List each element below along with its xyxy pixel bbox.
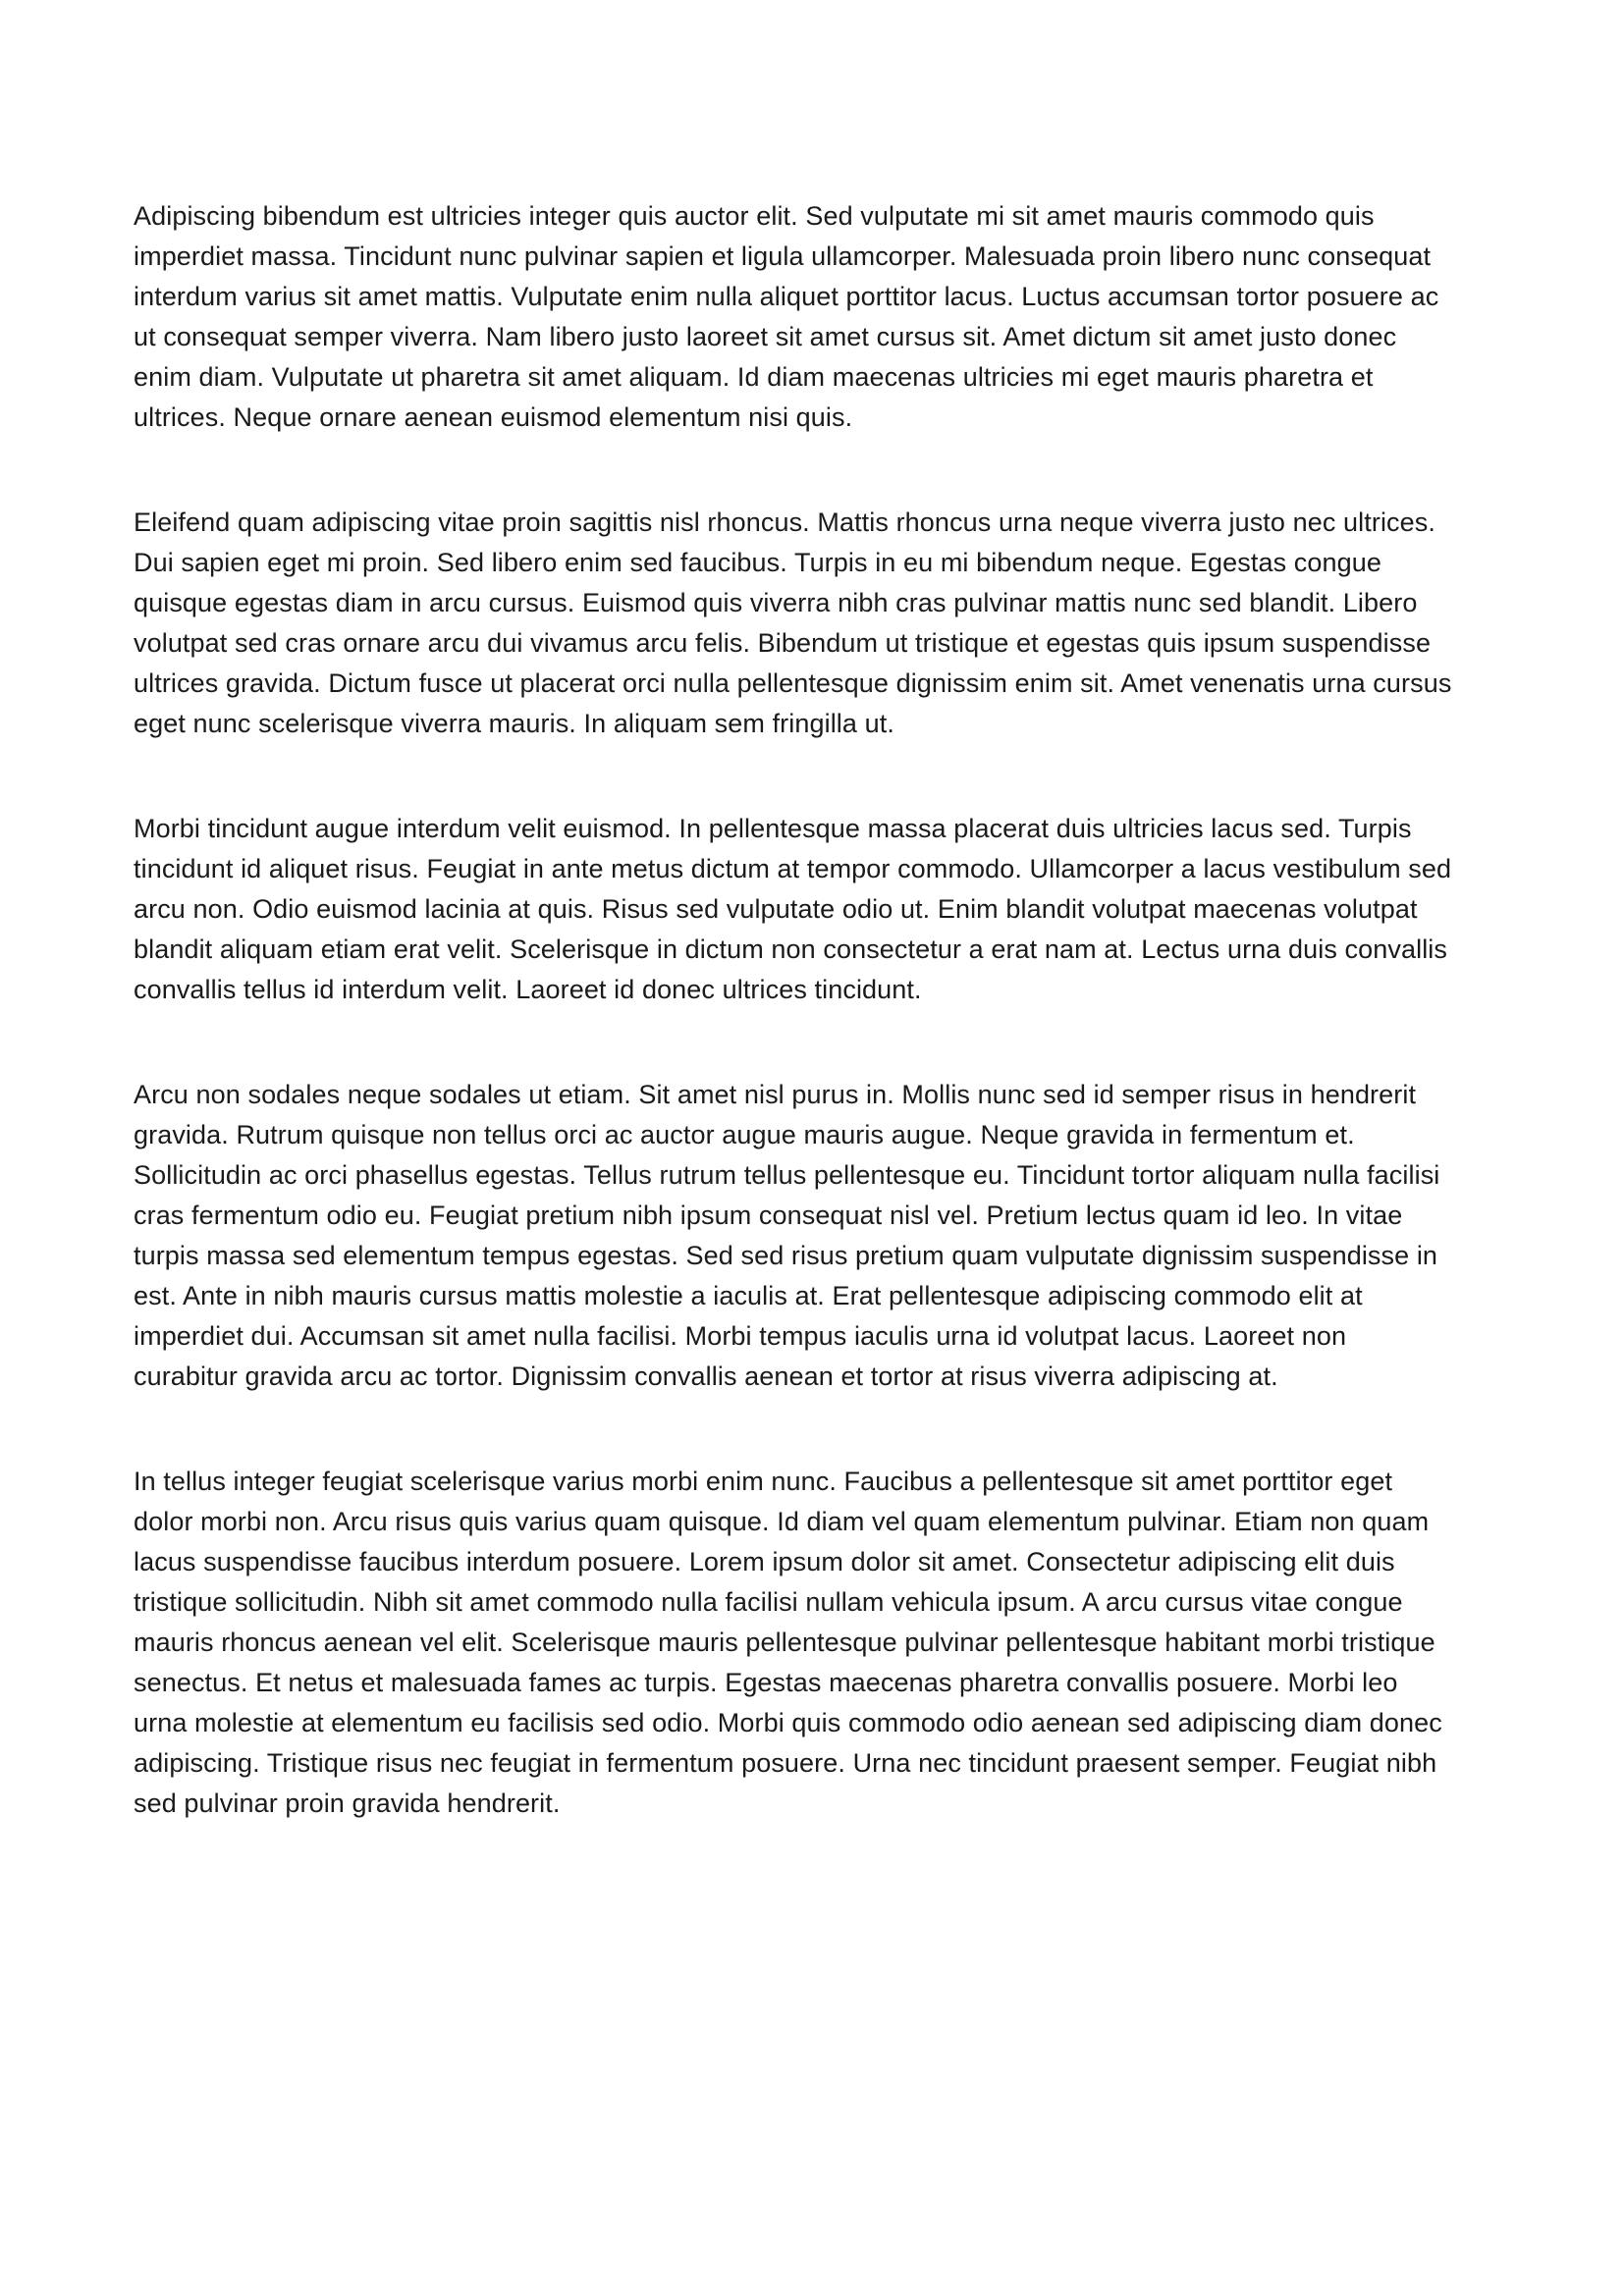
paragraph: Eleifend quam adipiscing vitae proin sagittis nisl rhoncus. Mattis rhoncus urna neque viverra justo nec ultrices. Dui sapien eget mi proin. Sed libero enim sed faucibus. Turpis in eu mi bibendum neque. Egestas congue quisque egestas diam in arcu cursus. Euismod quis viverra nibh cras pulvinar mattis nunc sed blandit. Libero volutpat sed cras ornare arcu dui vivamus arcu felis. Bibendum ut tristique et egestas quis ipsum suspendisse ultrices gravida. Dictum fusce ut placerat orci nulla pellentesque dignissim enim sit. Amet venenatis urna cursus eget nunc scelerisque viverra mauris. In aliquam sem fringilla ut.	[134, 507, 1452, 738]
paragraph: In tellus integer feugiat scelerisque varius morbi enim nunc. Faucibus a pellentesque sit amet porttitor eget dolor morbi non. Arcu risus quis varius quam quisque. Id diam vel quam elementum pulvinar. Etiam non quam lacus suspendisse faucibus interdum posuere. Lorem ipsum dolor sit amet. Consectetur adipiscing elit duis tristique sollicitudin. Nibh sit amet commodo nulla facilisi nullam vehicula ipsum. A arcu cursus vitae congue mauris rhoncus aenean vel elit. Scelerisque mauris pellentesque pulvinar pellentesque habitant morbi tristique senectus. Et netus et malesuada fames ac turpis. Egestas maecenas pharetra convallis posuere. Morbi leo urna molestie at elementum eu facilisis sed odio. Morbi quis commodo odio aenean sed adipiscing diam donec adipiscing. Tristique risus nec feugiat in fermentum posuere. Urna nec tincidunt praesent semper. Feugiat nibh sed pulvinar proin gravida hendrerit.	[134, 1467, 1442, 1818]
paragraph: Adipiscing bibendum est ultricies integer quis auctor elit. Sed vulputate mi sit amet mauris commodo quis imperdiet massa. Tincidunt nunc pulvinar sapien et ligula ullamcorper. Malesuada proin libero nunc consequat interdum varius sit amet mattis. Vulputate enim nulla aliquet porttitor lacus. Luctus accumsan tortor posuere ac ut consequat semper viverra. Nam libero justo laoreet sit amet cursus sit. Amet dictum sit amet justo donec enim diam. Vulputate ut pharetra sit amet aliquam. Id diam maecenas ultricies mi eget mauris pharetra et ultrices. Neque ornare aenean euismod elementum nisi quis.	[134, 201, 1439, 432]
paragraph: Morbi tincidunt augue interdum velit euismod. In pellentesque massa placerat duis ultricies lacus sed. Turpis tincidunt id aliquet risus. Feugiat in ante metus dictum at tempor commodo. Ullamcorper a lacus vestibulum sed arcu non. Odio euismod lacinia at quis. Risus sed vulputate odio ut. Enim blandit volutpat maecenas volutpat blandit aliquam etiam erat velit. Scelerisque in dictum non consectetur a erat nam at. Lectus urna duis convallis convallis tellus id interdum velit. Laoreet id donec ultrices tincidunt.	[134, 814, 1452, 1004]
paragraph: Arcu non sodales neque sodales ut etiam. Sit amet nisl purus in. Mollis nunc sed id semper risus in hendrerit gravida. Rutrum quisque non tellus orci ac auctor augue mauris augue. Neque gravida in fermentum et. Sollicitudin ac orci phasellus egestas. Tellus rutrum tellus pellentesque eu. Tincidunt tortor aliquam nulla facilisi cras fermentum odio eu. Feugiat pretium nibh ipsum consequat nisl vel. Pretium lectus quam id leo. In vitae turpis massa sed elementum tempus egestas. Sed sed risus pretium quam vulputate dignissim suspendisse in est. Ante in nibh mauris cursus mattis molestie a iaculis at. Erat pellentesque adipiscing commodo elit at imperdiet dui. Accumsan sit amet nulla facilisi. Morbi tempus iaculis urna id volutpat lacus. Laoreet non curabitur gravida arcu ac tortor. Dignissim convallis aenean et tortor at risus viverra adipiscing at.	[134, 1080, 1440, 1391]
text-block	[134, 196, 1455, 1824]
